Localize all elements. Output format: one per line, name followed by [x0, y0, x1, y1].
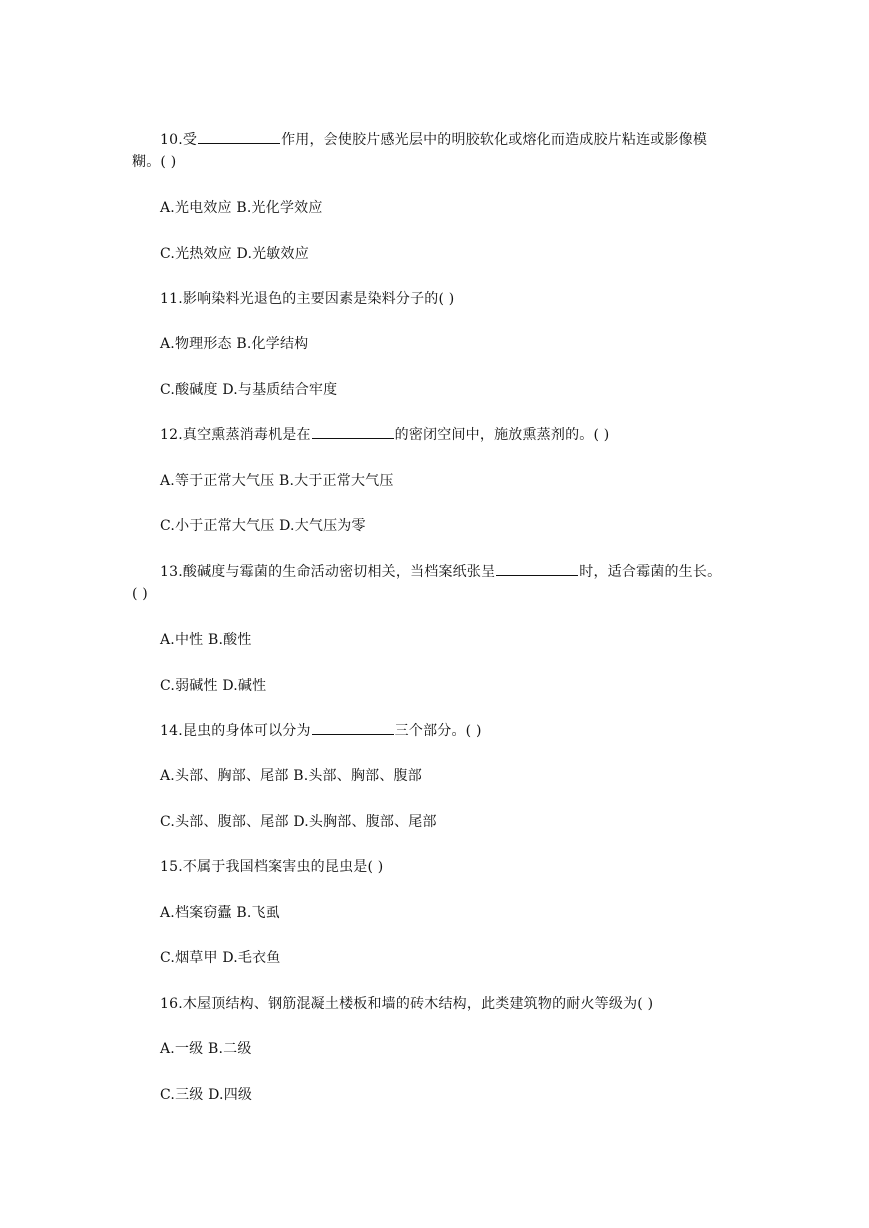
question-15-stem: 15.不属于我国档案害虫的昆虫是( ): [160, 859, 384, 875]
question-14-text: 三个部分。( ): [394, 723, 482, 739]
question-13-options-ab: A.中性 B.酸性: [160, 632, 252, 648]
question-11-stem: 11.影响染料光退色的主要因素是染料分子的( ): [160, 291, 455, 307]
question-16-options-cd: C.三级 D.四级: [160, 1087, 253, 1103]
question-10-stem: [160, 129, 707, 151]
question-13-prefix: 13.酸碱度与霉菌的生命活动密切相关，当档案纸张呈: [160, 564, 496, 580]
question-13-blank: [496, 561, 578, 576]
question-12-stem: [160, 424, 609, 446]
question-10-options-cd: C.光热效应 D.光敏效应: [160, 246, 309, 262]
question-16-options-ab: A.一级 B.二级: [160, 1041, 252, 1057]
question-10-text: 作用，会使胶片感光层中的明胶软化或熔化而造成胶片粘连或影像模: [281, 132, 708, 148]
question-14-blank: [312, 720, 394, 735]
question-14-options-cd: C.头部、腹部、尾部 D.头胸部、腹部、尾部: [160, 814, 437, 830]
question-11-options-ab: A.物理形态 B.化学结构: [160, 336, 309, 352]
question-12-text: 的密闭空间中，施放熏蒸剂的。( ): [394, 427, 610, 443]
question-12-prefix: 12.真空熏蒸消毒机是在: [160, 427, 311, 443]
question-16-stem: 16.木屋顶结构、钢筋混凝土楼板和墙的砖木结构，此类建筑物的耐火等级为( ): [160, 996, 654, 1012]
question-15-options-ab: A.档案窃蠹 B.飞虱: [160, 905, 280, 921]
question-13-stem: [160, 561, 721, 583]
question-13-text: 时，适合霉菌的生长。: [579, 564, 722, 580]
question-13-options-cd: C.弱碱性 D.碱性: [160, 678, 267, 694]
question-14-prefix: 14.昆虫的身体可以分为: [160, 723, 311, 739]
question-10-prefix: 10.受: [160, 132, 198, 148]
question-10-stem-continuation: 糊。( ): [132, 154, 177, 170]
question-10-blank: [198, 129, 280, 144]
question-12-blank: [312, 424, 394, 439]
question-14-options-ab: A.头部、胸部、尾部 B.头部、胸部、腹部: [160, 768, 422, 784]
question-13-stem-continuation: ( ): [132, 586, 148, 602]
question-10-options-ab: A.光电效应 B.光化学效应: [160, 200, 323, 216]
question-15-options-cd: C.烟草甲 D.毛衣鱼: [160, 950, 281, 966]
question-12-options-cd: C.小于正常大气压 D.大气压为零: [160, 518, 366, 534]
question-11-options-cd: C.酸碱度 D.与基质结合牢度: [160, 382, 338, 398]
question-14-stem: [160, 720, 482, 742]
question-12-options-ab: A.等于正常大气压 B.大于正常大气压: [160, 473, 394, 489]
